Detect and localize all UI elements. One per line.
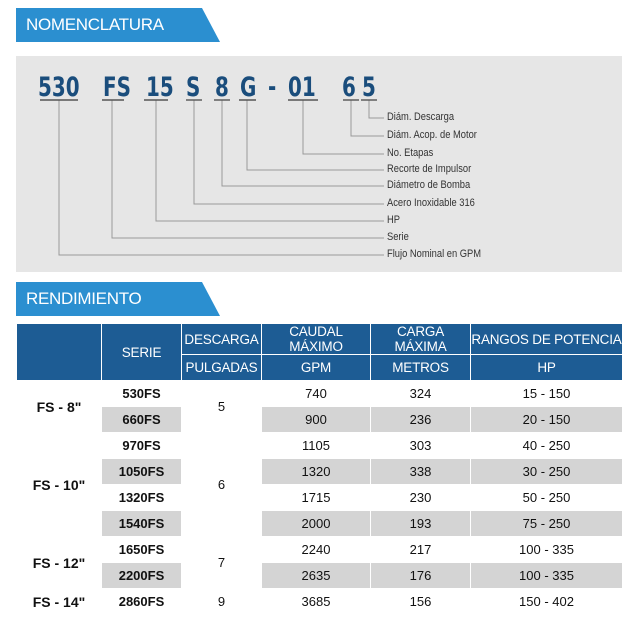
caudal-cell: 3685 (262, 589, 371, 615)
nomenclature-diagram (16, 56, 622, 272)
legend-hp: HP (387, 214, 400, 226)
rangos-cell: 15 - 150 (471, 381, 623, 407)
carga-cell: 217 (371, 537, 471, 563)
caudal-cell: 740 (262, 381, 371, 407)
header-group-col (17, 324, 102, 381)
carga-cell: 303 (371, 433, 471, 459)
header-rangos-unit: HP (471, 355, 623, 381)
descarga-cell: 7 (182, 537, 262, 589)
performance-table (16, 323, 623, 615)
rendimiento-title: RENDIMIENTO (26, 289, 142, 308)
header-row (17, 324, 623, 355)
serie-cell: 1050FS (102, 459, 182, 485)
serie-cell: 1540FS (102, 511, 182, 537)
carga-cell: 324 (371, 381, 471, 407)
code-diametro: 8 (215, 72, 229, 103)
code-serie: FS (103, 72, 131, 103)
table-row (17, 563, 623, 589)
rangos-cell: 100 - 335 (471, 537, 623, 563)
rangos-cell: 40 - 250 (471, 433, 623, 459)
header-carga-unit: METROS (371, 355, 471, 381)
header-caudal: CAUDAL MÁXIMO (262, 324, 371, 355)
caudal-cell: 2635 (262, 563, 371, 589)
header-rangos: RANGOS DE POTENCIA (471, 324, 623, 355)
rendimiento-banner (16, 282, 220, 316)
rangos-cell: 75 - 250 (471, 511, 623, 537)
header-descarga-unit: PULGADAS (182, 355, 262, 381)
legend-acero: Acero Inoxidable 316 (387, 197, 475, 209)
rangos-cell: 50 - 250 (471, 485, 623, 511)
caudal-cell: 900 (262, 407, 371, 433)
serie-cell: 530FS (102, 381, 182, 407)
serie-cell: 660FS (102, 407, 182, 433)
rangos-cell: 20 - 150 (471, 407, 623, 433)
serie-cell: 1650FS (102, 537, 182, 563)
caudal-cell: 2240 (262, 537, 371, 563)
rangos-cell: 30 - 250 (471, 459, 623, 485)
carga-cell: 193 (371, 511, 471, 537)
legend-serie: Serie (387, 231, 409, 243)
code-dash: - (268, 72, 277, 103)
code-flujo: 530 (38, 72, 80, 103)
code-acople: 6 (342, 72, 356, 103)
legend-diam-acople: Diám. Acop. de Motor (387, 129, 477, 141)
nomenclatura-title: NOMENCLATURA (26, 15, 164, 34)
carga-cell: 236 (371, 407, 471, 433)
rangos-cell: 100 - 335 (471, 563, 623, 589)
table-row (17, 537, 623, 563)
code-descarga: 5 (362, 72, 376, 103)
table-body (17, 381, 623, 615)
group-label: FS - 8" (17, 381, 102, 433)
group-label: FS - 12" (17, 537, 102, 589)
legend-no-etapas: No. Etapas (387, 147, 434, 159)
table-row (17, 407, 623, 433)
caudal-cell: 1715 (262, 485, 371, 511)
serie-cell: 970FS (102, 433, 182, 459)
table-row (17, 589, 623, 615)
legend-diametro-bomba: Diámetro de Bomba (387, 179, 471, 191)
caudal-cell: 2000 (262, 511, 371, 537)
carga-cell: 230 (371, 485, 471, 511)
legend-diam-descarga: Diám. Descarga (387, 111, 455, 123)
serie-cell: 1320FS (102, 485, 182, 511)
serie-cell: 2200FS (102, 563, 182, 589)
table-row (17, 433, 623, 459)
table-row (17, 511, 623, 537)
code-etapas: 01 (288, 72, 316, 103)
caudal-cell: 1320 (262, 459, 371, 485)
serie-cell: 2860FS (102, 589, 182, 615)
group-label: FS - 14" (17, 589, 102, 615)
nomenclatura-banner (16, 8, 220, 42)
descarga-cell: 9 (182, 589, 262, 615)
descarga-cell: 6 (182, 433, 262, 537)
header-caudal-unit: GPM (262, 355, 371, 381)
header-serie: SERIE (102, 324, 182, 381)
group-label: FS - 10" (17, 433, 102, 537)
carga-cell: 156 (371, 589, 471, 615)
code-hp: 15 (146, 72, 174, 103)
carga-cell: 176 (371, 563, 471, 589)
table-row (17, 381, 623, 407)
code-acero: S (186, 72, 201, 103)
legend-recorte: Recorte de Impulsor (387, 163, 472, 175)
header-carga: CARGA MÁXIMA (371, 324, 471, 355)
table-row (17, 485, 623, 511)
caudal-cell: 1105 (262, 433, 371, 459)
descarga-cell: 5 (182, 381, 262, 433)
header-descarga: DESCARGA (182, 324, 262, 355)
code-recorte: G (240, 72, 257, 103)
table-row (17, 459, 623, 485)
rangos-cell: 150 - 402 (471, 589, 623, 615)
legend-flujo: Flujo Nominal en GPM (387, 248, 482, 260)
carga-cell: 338 (371, 459, 471, 485)
